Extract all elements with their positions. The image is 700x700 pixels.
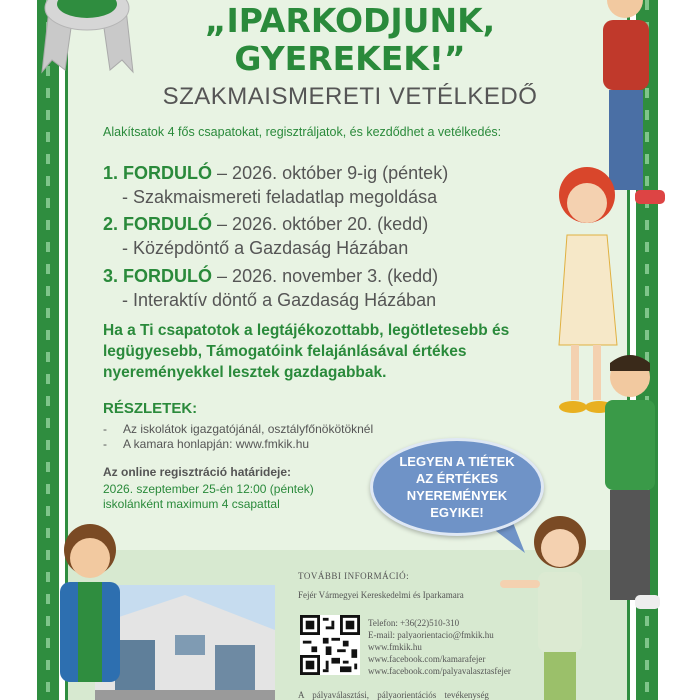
info-heading: TOVÁBBI INFORMÁCIÓ:: [298, 571, 410, 581]
round-number: 2.: [103, 214, 119, 234]
round-label: FORDULÓ: [123, 163, 213, 183]
round-date: – 2026. október 20. (kedd): [217, 214, 429, 234]
info-website: www.fmkik.hu: [368, 642, 422, 652]
details-item-text: A kamara honlapján: www.fmkik.hu: [123, 437, 310, 451]
round-label: FORDULÓ: [123, 214, 213, 234]
round-1: [103, 163, 448, 184]
round-2: [103, 214, 428, 235]
page-title: [160, 2, 540, 78]
details-item: - A kamara honlapján: www.fmkik.hu: [103, 437, 310, 451]
round-number: 3.: [103, 266, 119, 286]
round-date: – 2026. november 3. (kedd): [217, 266, 439, 286]
info-footer-text: A pályaválasztási, pályaorientációs tevékenység: [298, 690, 489, 700]
round-3-desc: - Interaktív döntő a Gazdaság Házában: [122, 290, 437, 310]
rosette-badge-icon: [30, 0, 145, 80]
info-phone: Telefon: +36(22)510-310: [368, 618, 460, 628]
bubble-text: LEGYEN A TIÉTEK AZ ÉRTÉKES NYEREMÉNYEK EGYIKE!: [399, 454, 515, 520]
boy-blue-jacket-figure: [48, 520, 133, 700]
intro-text: Alakítsatok 4 fős csapatokat, regisztráljatok, és kezdődhet a vetélkedés:: [103, 125, 502, 139]
round-1-desc: - Szakmaismereti feladatlap megoldása: [122, 187, 438, 207]
title-line-1: „IPARKODJUNK,: [204, 1, 496, 40]
info-facebook-1: www.facebook.com/kamarafejer: [368, 654, 486, 664]
prize-paragraph: Ha a Ti csapatotok a legtájékozottabb, legötletesebb és legügyesebb, Támogatóink felajánlásával értékes nyereményekkel lesztek gazdagabbak.: [103, 322, 510, 381]
deadline-line: iskolánként maximum 4 csapattal: [103, 497, 280, 511]
details-item-text: Az iskolátok igazgatójánál, osztályfőnökötöknél: [123, 422, 374, 436]
info-facebook-2: www.facebook.com/palyavalasztasfejer: [368, 666, 511, 676]
info-email: E-mail: palyaorientacio@fmkik.hu: [368, 630, 494, 640]
girl-waving-figure: [500, 510, 610, 700]
round-2-desc: - Középdöntő a Gazdaság Házában: [122, 238, 409, 258]
qr-code-icon: [300, 615, 360, 675]
title-line-2: GYEREKEK!”: [234, 39, 466, 78]
deadline-line: 2026. szeptember 25-én 12:00 (péntek): [103, 482, 314, 496]
round-3: [103, 266, 438, 287]
deadline-heading: Az online regisztráció határideje:: [103, 465, 292, 479]
info-organization: Fejér Vármegyei Kereskedelmi és Iparkamara: [298, 590, 464, 600]
details-heading: RÉSZLETEK:: [103, 400, 198, 417]
round-date: – 2026. október 9-ig (péntek): [217, 163, 449, 183]
round-label: FORDULÓ: [123, 266, 213, 286]
round-number: 1.: [103, 163, 119, 183]
details-item: - Az iskolátok igazgatójánál, osztályfőnökötöknél: [103, 422, 374, 436]
subtitle: SZAKMAISMERETI VETÉLKEDŐ: [162, 83, 538, 110]
